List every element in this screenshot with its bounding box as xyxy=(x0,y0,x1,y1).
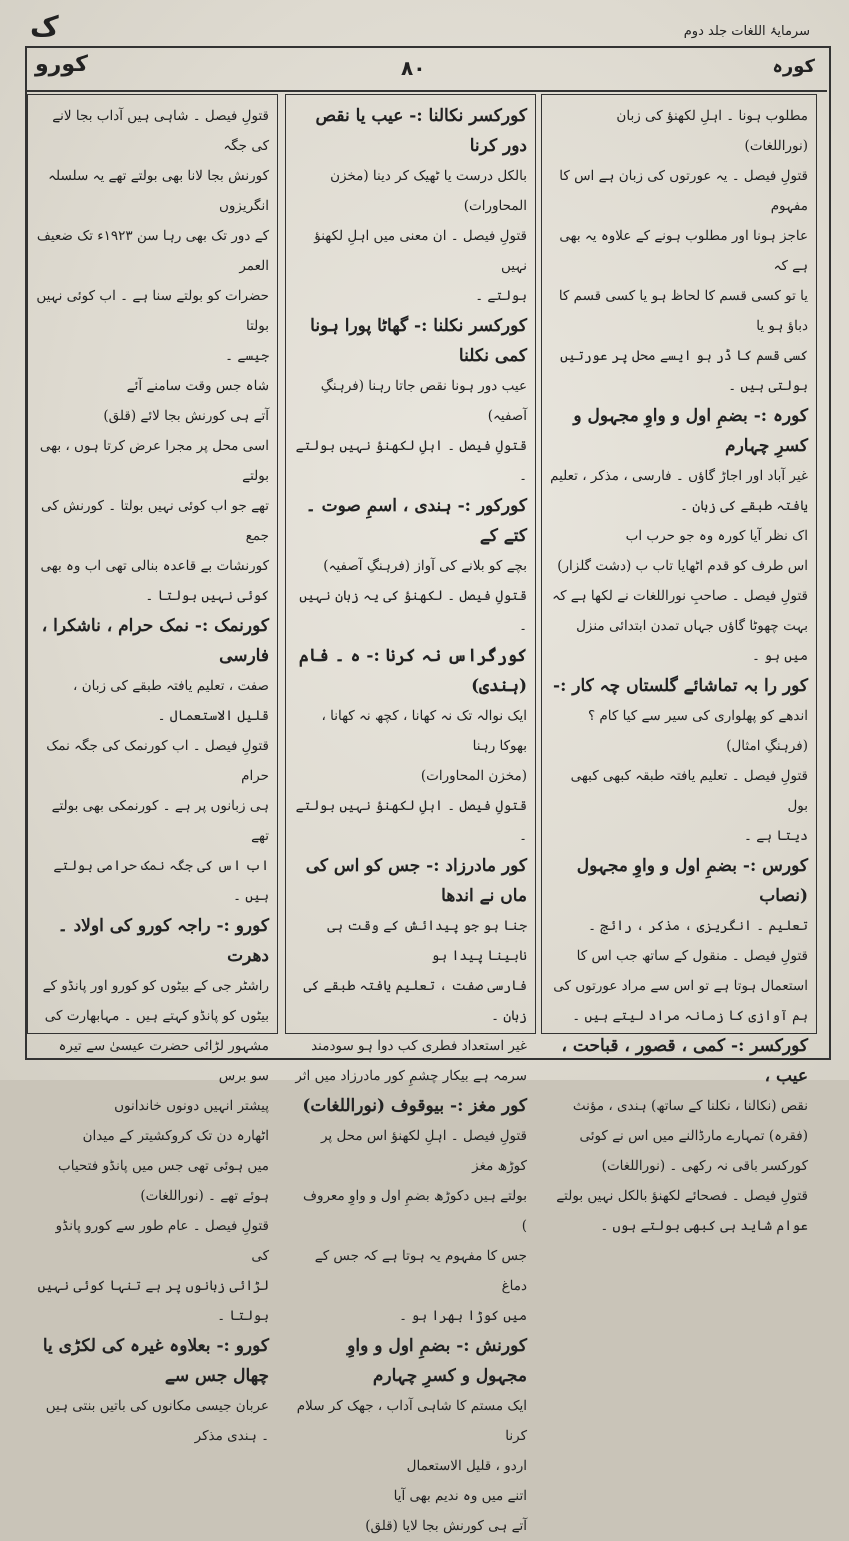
running-head: سرمایۂ اللغات جلد دوم xyxy=(683,24,810,39)
text-line: اس طرف کو قدم اٹھایا تاب ب (دشت گلزار) xyxy=(557,558,808,574)
text-line: دیتا ہے ۔ xyxy=(744,828,808,844)
text-line: کور مغز :- بیوقوف (نوراللغات) xyxy=(302,1096,527,1116)
text-line: کورو :- بعلاوہ غیرہ کی لکڑی یا چھال جس سے xyxy=(42,1336,269,1386)
text-line: اتنے میں وہ ندیم بھی آیا xyxy=(393,1488,527,1504)
text-line: عوام شاید ہی کبھی بولتے ہوں ۔ xyxy=(600,1218,808,1234)
text-line: اندھے کو پھلواری کی سیر سے کیا کام ؟ xyxy=(587,708,808,724)
text-line: میں ہوئی تھی جس میں پانڈو فتحیاب xyxy=(58,1158,269,1174)
text-line: اٹھارہ دن تک کروکشیتر کے میدان xyxy=(82,1128,269,1144)
text-line: کورکسر باقی نہ رکھی ۔ (نوراللغات) xyxy=(601,1158,808,1174)
column-left xyxy=(27,94,278,1444)
text-line: ہوئے تھے ۔ (نوراللغات) xyxy=(140,1188,269,1204)
text-line: کورکسر نکالنا :- عیب یا نقص دور کرنا xyxy=(315,106,527,156)
text-line: عربان جیسی مکانوں کی باتیں بنتی ہیں ۔ ہندی مذکر xyxy=(45,1398,269,1444)
text-line: قتولِ فیصل ۔ اہلِ لکھنؤ اس محل پر کوڑھ مغز xyxy=(320,1128,527,1174)
text-line: جیسے ۔ xyxy=(225,348,269,364)
text-line: اک نظر آیا کورہ وہ جو حرب اب xyxy=(625,528,808,544)
corner-letter: ک xyxy=(30,10,59,43)
text-line: تھے جو اب کوئی نہیں بولتا ۔ کورنش کی جمع xyxy=(41,498,269,544)
text-line: قتولِ فیصل ۔ لکھنؤ کی یہ زبان نہیں ۔ xyxy=(299,588,527,634)
text-line: بیٹوں کو پانڈو کہتے ہیں ۔ مہابھارت کی xyxy=(44,1008,269,1024)
page-number: ۸۰ xyxy=(401,56,426,80)
text-line: کورکسر :- کمی ، قصور ، قباحت ، عیب ، xyxy=(561,1036,808,1086)
text-line: غیر استعداد فطری کب دوا ہو سودمند xyxy=(311,1038,527,1054)
text-line: کورنمک :- نمک حرام ، ناشکرا ، فارسی xyxy=(41,616,269,666)
text-line: لڑائی زبانوں پر ہے تنہا کوئی نہیں بولتا ۔ xyxy=(37,1278,269,1324)
text-line: مطلوب ہونا ۔ اہلِ لکھنؤ کی زبان (نوراللغات) xyxy=(616,108,808,154)
text-line: ایک نوالہ تک نہ کھانا ، کچھ نہ کھانا ، بھوکا رہنا xyxy=(321,708,527,754)
text-line: قتولِ فیصل ۔ ان معنی میں اہلِ لکھنؤ نہیں xyxy=(314,228,527,274)
text-line: بولتے ہیں دکوڑھ بضمِ اول و واوِ معروف ) xyxy=(302,1188,527,1234)
text-line: غیر آباد اور اجاڑ گاؤں ۔ فارسی ، مذکر ، تعلیم xyxy=(550,468,808,484)
text-line: کور را بہ تماشائے گلستاں چہ کار :- xyxy=(553,676,808,696)
text-line: ایک مستم کا شاہی آداب ، جھک کر سلام کرنا xyxy=(296,1398,527,1444)
text-line: میں کوڑا بھرا ہو ۔ xyxy=(399,1308,527,1324)
text-line: راشٹر جی کے بیٹوں کو کورو اور پانڈو کے xyxy=(42,978,269,994)
text-line: جنا ہو جو پیدائش کے وقت ہی نابینا پیدا ہو xyxy=(327,918,527,964)
text-line: قتولِ فیصل ۔ یہ عورتوں کی زبان ہے اس کا مفہوم xyxy=(559,168,808,214)
text-line: اب اس کی جگہ نمک حرامی بولتے ہیں ۔ xyxy=(53,858,269,904)
text-line: (مخزن المحاورات) xyxy=(420,768,527,784)
text-line: نقص (نکالنا ، نکلنا کے ساتھ) ہندی ، مؤنث xyxy=(572,1098,808,1114)
text-line: مشہور لڑائی حضرت عیسیٰ سے تیرہ سو برس xyxy=(58,1038,269,1084)
text-line: کورگراس نہ کرنا :- ہ ۔ فام (ہندی) xyxy=(298,646,527,696)
text-line: کورنش بجا لانا بھی بولتے تھے یہ سلسلہ انگریزوں xyxy=(48,168,269,214)
header-right-word: کورہ xyxy=(772,56,815,77)
text-line: بچے کو بلانے کی آواز (فرہنگِ آصفیہ) xyxy=(323,558,527,574)
text-line: کورکسر نکلنا :- گھاٹا پورا ہونا کمی نکلنا xyxy=(310,316,527,366)
text-line: جس کا مفہوم یہ ہوتا ہے کہ جس کے دماغ xyxy=(314,1248,527,1294)
text-line: کے دور تک بھی رہا سن ۱۹۲۳ء تک ضعیف العمر xyxy=(36,228,269,274)
text-line: قتولِ فیصل ۔ اب کورنمک کی جگہ نمک حرام xyxy=(46,738,269,784)
text-line: قتولِ فیصل ۔ منقول کے ساتھ جب اس کا xyxy=(576,948,808,964)
text-line: کورس :- بضمِ اول و واوِ مجہول (نصاب xyxy=(576,856,808,906)
text-line: شاہ جس وقت سامنے آئے xyxy=(126,378,269,394)
text-line: اردو ، قلیل الاستعمال xyxy=(406,1458,527,1474)
header-left-word: کورو xyxy=(35,52,88,77)
text-line: کوئی نہیں بولتا ۔ xyxy=(145,588,269,604)
text-line: (فرہنگِ امثال) xyxy=(726,738,808,754)
text-line: قتولِ فیصل ۔ شاہی ہیں آداب بجا لانے کی جگہ xyxy=(52,108,269,154)
text-line: قتولِ فیصل ۔ صاحبِ نوراللغات نے لکھا ہے کہ xyxy=(552,588,808,604)
text-line: قتولِ فیصل ۔ اہلِ لکھنؤ نہیں بولتے ۔ xyxy=(295,798,527,844)
text-line: عیب دور ہونا نقص جاتا رہنا (فرہنگِ آصفیہ) xyxy=(320,378,527,424)
text-line: حضرات کو بولتے سنا ہے ۔ اب کوئی نہیں بولتا xyxy=(36,288,269,334)
text-line: کسی قسم کا ڈر ہو ایسے محل پر عورتیں بولتی ہیں ۔ xyxy=(560,348,808,394)
text-line: کورنشات بے قاعدہ بنالی تھی اب وہ بھی xyxy=(40,558,269,574)
text-line: کور مادرزاد :- جس کو اس کی ماں نے اندھا xyxy=(305,856,527,906)
text-line: قتولِ فیصل ۔ فصحائے لکھنؤ بالکل نہیں بولتے xyxy=(556,1188,808,1204)
column-middle xyxy=(285,94,536,1534)
text-line: ہم آوازی کا زمانہ مراد لیتے ہیں ۔ xyxy=(572,1008,808,1024)
text-line: (فقرہ) تمہارے مارڈالنے میں اس نے کوئی xyxy=(579,1128,808,1144)
text-line: میں ہو ۔ xyxy=(751,648,808,664)
text-line: استعمال ہوتا ہے تو اس سے مراد عورتوں کی xyxy=(553,978,808,994)
text-line: کورنش :- بضمِ اول و واوِ مجہول و کسرِ چہارم xyxy=(347,1336,527,1386)
text-line: بالکل درست یا ٹھیک کر دینا (مخزن المحاورات) xyxy=(330,168,527,214)
header-bar xyxy=(25,46,827,92)
text-line: کورو :- راجہ کورو کی اولاد ۔ دھرت xyxy=(57,916,269,966)
text-line: آتے ہی کورنش بجا لایا (قلق) xyxy=(365,1518,527,1534)
text-line: صفت ، تعلیم یافتہ طبقے کی زبان ، xyxy=(73,678,269,694)
text-line: اسی محل پر مجرا عرض کرتا ہوں ، بھی بولتے xyxy=(39,438,269,484)
column-right xyxy=(541,94,817,1234)
text-line: قتولِ فیصل ۔ تعلیم یافتہ طبقہ کبھی کبھی بول xyxy=(570,768,808,814)
text-line: سرمہ ہے بیکار چشمِ کور مادرزاد میں اثر xyxy=(295,1068,527,1084)
text-line: آتے ہی کورنش بجا لائے (قلق) xyxy=(103,408,269,424)
text-line: پیشتر انہیں دونوں خاندانوں xyxy=(114,1098,269,1114)
text-line: بہت چھوٹا گاؤں جہاں تمدن ابتدائی منزل xyxy=(576,618,808,634)
text-line: قلیل الاستعمال ۔ xyxy=(157,708,269,724)
text-line: یافتہ طبقے کی زبان ۔ xyxy=(680,498,808,514)
text-line: قتولِ فیصل ۔ اہلِ لکھنؤ نہیں بولتے ۔ xyxy=(295,438,527,484)
text-line: عاجز ہونا اور مطلوب ہونے کے علاوہ یہ بھی ہے کہ xyxy=(559,228,808,274)
text-line: تعلیم ۔ انگریزی ، مذکر ، رائج ۔ xyxy=(588,918,808,934)
text-line: کورکور :- ہندی ، اسمِ صوت ۔ کتے کے xyxy=(305,496,527,546)
text-line: کورہ :- بضمِ اول و واوِ مجہول و کسرِ چہارم xyxy=(573,406,808,456)
text-line: یا تو کسی قسم کا لحاظ ہو یا کسی قسم کا دباؤ ہو یا xyxy=(558,288,808,334)
text-line: فارسی صفت ، تعلیم یافتہ طبقے کی زبان ۔ xyxy=(303,978,527,1024)
text-line: بولتے ۔ xyxy=(475,288,527,304)
text-line: ہی زبانوں پر ہے ۔ کورنمکی بھی بولتے تھے xyxy=(51,798,269,844)
text-line: قتولِ فیصل ۔ عام طور سے کورو پانڈو کی xyxy=(55,1218,269,1264)
